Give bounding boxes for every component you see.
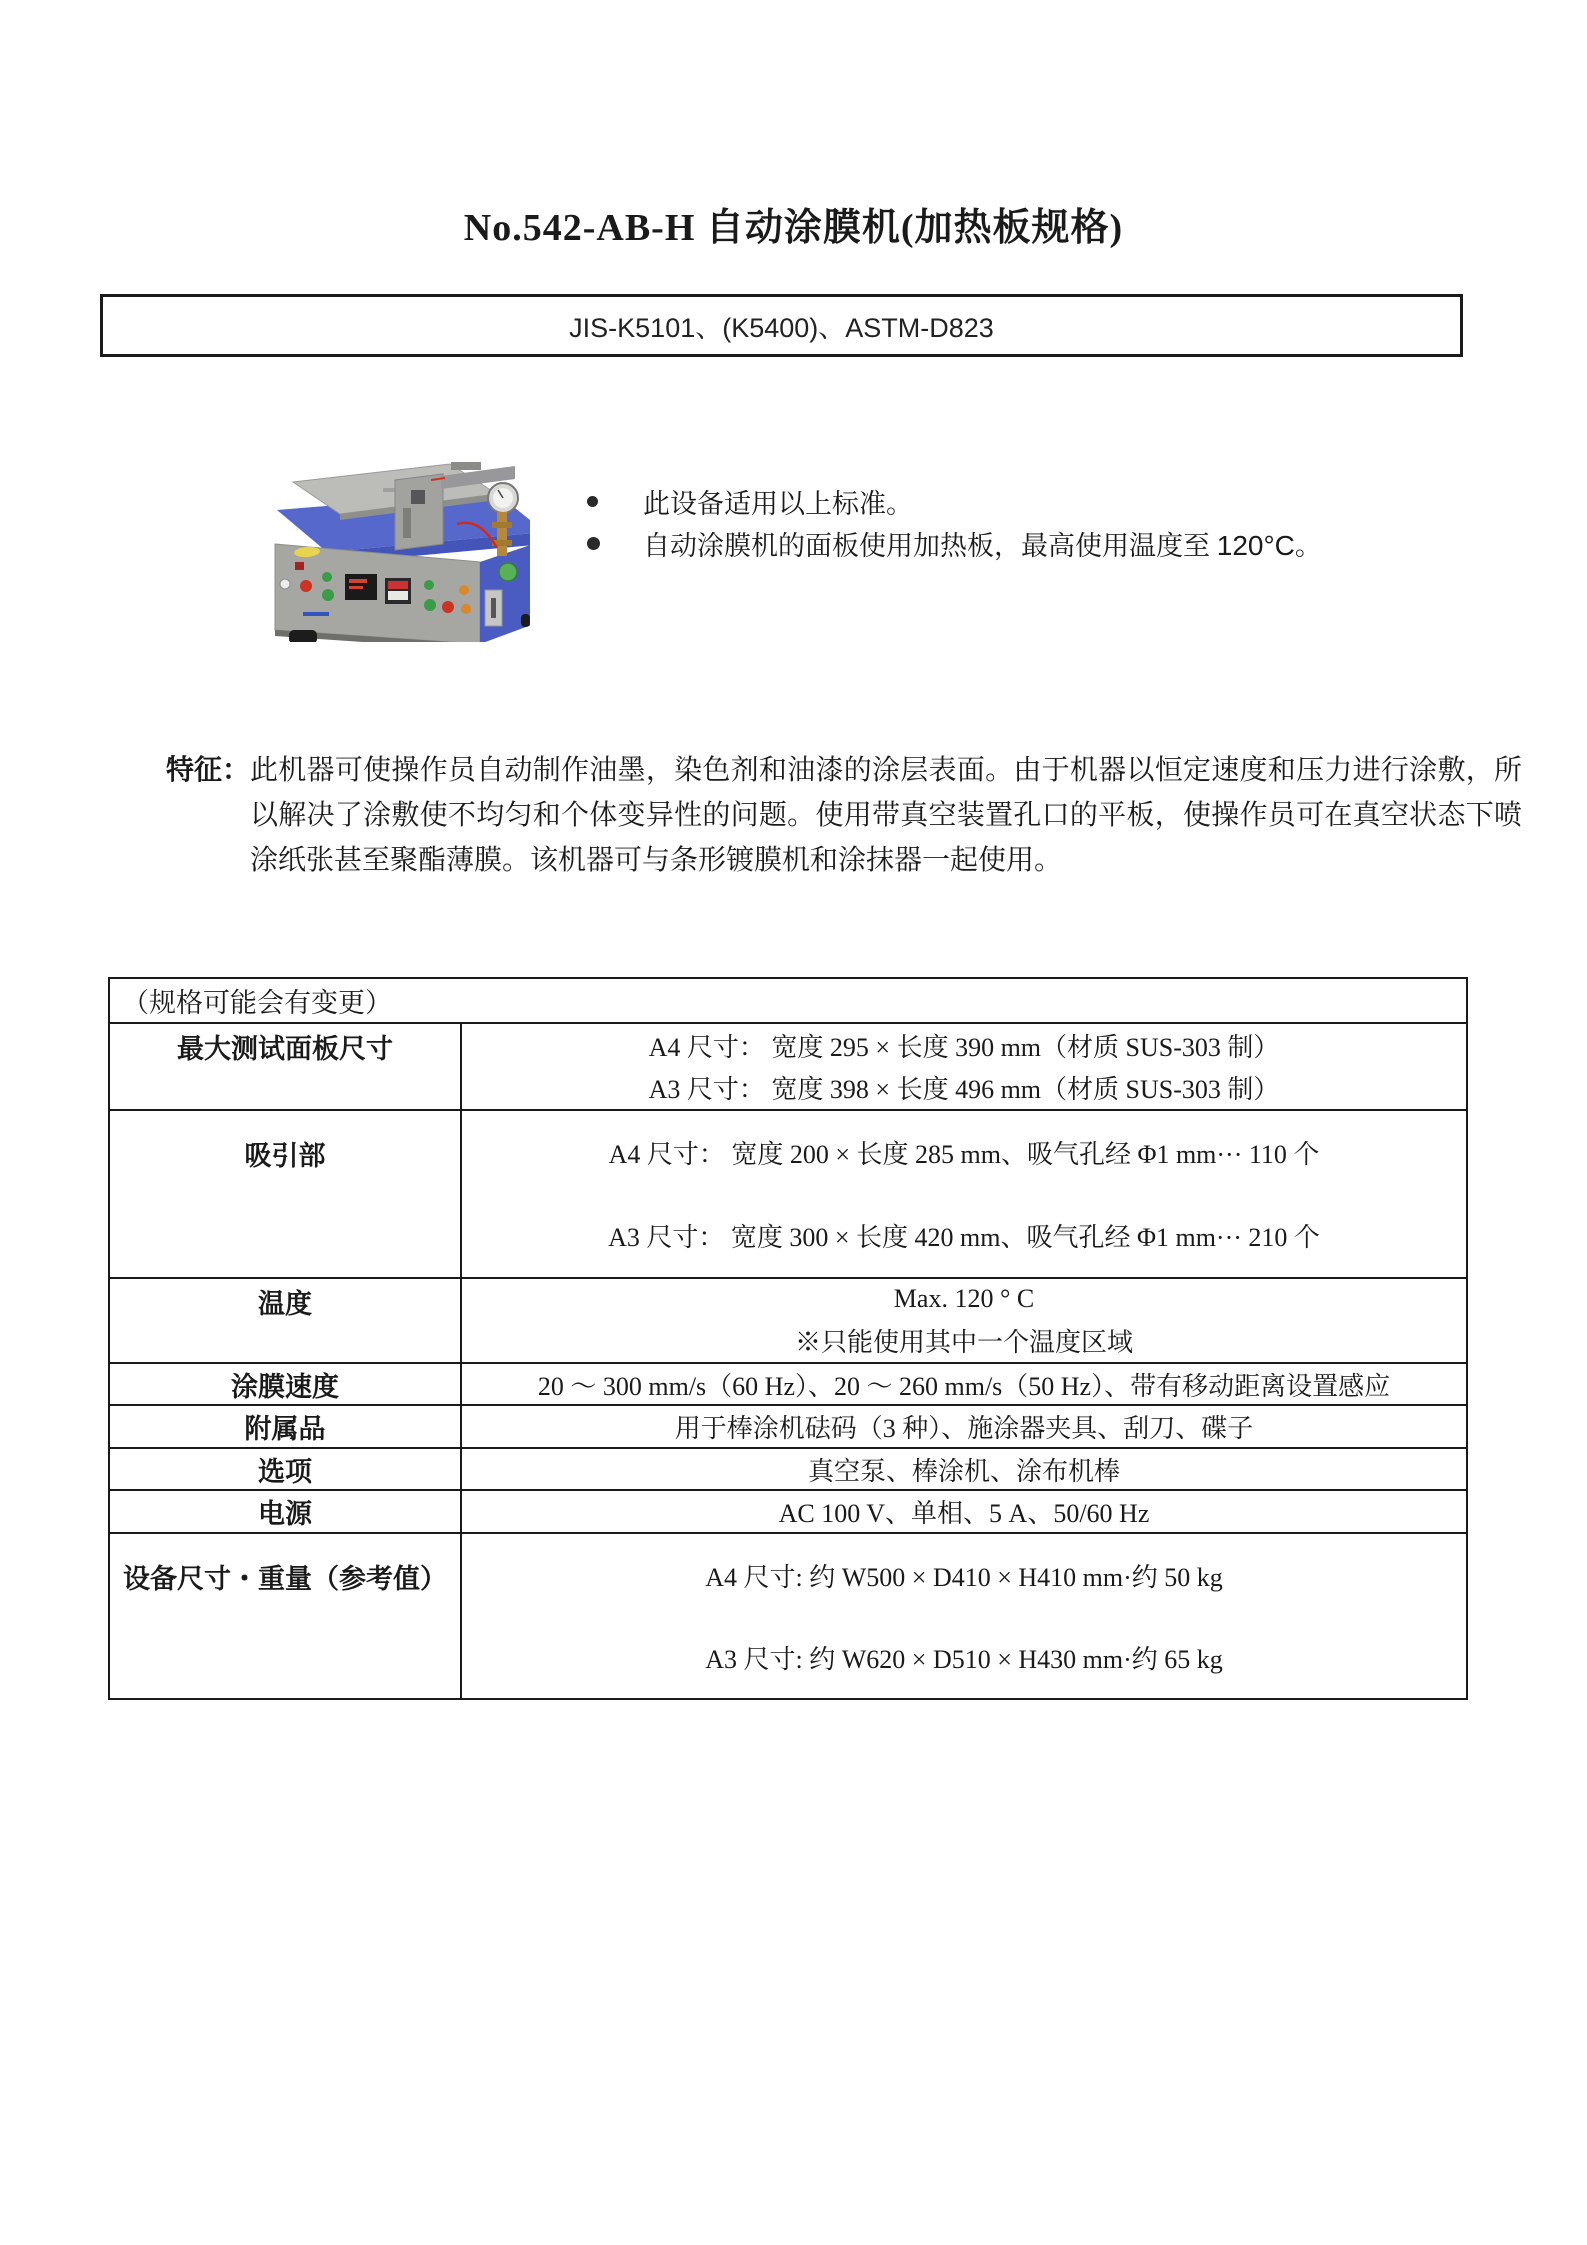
row-label-max-panel-size: 最大测试面板尺寸 <box>110 1024 462 1109</box>
table-row <box>110 1532 1466 1698</box>
page-title: No.542-AB-H 自动涂膜机(加热板规格) <box>463 207 1124 249</box>
list-item <box>587 526 1322 560</box>
table-row <box>110 1447 1466 1489</box>
notes-list <box>587 484 1322 560</box>
row-label-suction-part: 吸引部 <box>110 1111 462 1277</box>
spec-table <box>108 977 1468 1700</box>
table-row <box>110 1489 1466 1532</box>
row-label-dimensions-weight: 设备尺寸・重量（参考值） <box>110 1534 462 1698</box>
table-row <box>110 1109 1466 1277</box>
note-standards-applicable: 此设备适用以上标准。 <box>643 488 913 519</box>
row-value-power: AC 100 V、单相、5 A、50/60 Hz <box>778 1499 1150 1528</box>
spec-table-note: （规格可能会有变更） <box>122 988 392 1018</box>
note-heating-plate-post: 。 <box>1294 530 1322 561</box>
row-value-max-panel-size: A4 尺寸： 宽度 295 × 长度 390 mm（材质 SUS-303 制） A3 尺寸： 宽度 398 × 长度 496 mm（材质 SUS-303 制） <box>648 1032 1280 1105</box>
table-row <box>110 1362 1466 1404</box>
features-section <box>166 748 1522 883</box>
row-value-options: 真空泵、棒涂机、涂布机棒 <box>807 1456 1120 1486</box>
row-label-accessories: 附属品 <box>110 1406 462 1447</box>
features-label: 特征： <box>166 755 251 786</box>
features-paragraph: 此机器可使操作员自动制作油墨，染色剂和油漆的涂层表面。由于机器以恒定速度和压力进行涂敷，所以解决了涂敷使不均匀和个体变异性的问题。使用带真空装置孔口的平板，使操作员可在真空状态下喷涂纸张甚至聚酯薄膜。该机器可与条形镀膜机和涂抹器一起使用。 <box>250 755 1522 876</box>
note-heating-plate-pre: 自动涂膜机的面板使用加热板，最高使用温度至 <box>643 530 1217 561</box>
bullet-icon <box>587 537 600 550</box>
row-value-coating-speed: 20 ～ 300 mm/s（60 Hz）、20 ～ 260 mm/s（50 Hz）、带有移动距离设置感应 <box>537 1371 1391 1401</box>
max-temperature-value: 120°C <box>1216 529 1295 561</box>
table-row <box>110 1022 1466 1109</box>
row-label-coating-speed: 涂膜速度 <box>110 1364 462 1404</box>
row-label-power: 电源 <box>110 1491 462 1532</box>
bullet-icon <box>587 496 598 507</box>
standards-text: JIS-K5101、(K5400)、ASTM-D823 <box>569 313 994 343</box>
row-label-temperature: 温度 <box>110 1279 462 1362</box>
machine-photo <box>245 452 530 642</box>
standards-box <box>100 294 1463 357</box>
row-value-suction-part: A4 尺寸： 宽度 200 × 长度 285 mm、吸气孔经 Φ1 mm··· 110 个 A3 尺寸： 宽度 300 × 长度 420 mm、吸气孔经 Φ1 mm··· 210 个 <box>608 1140 1320 1252</box>
table-row <box>110 1404 1466 1447</box>
row-value-accessories: 用于棒涂机砝码（3 种）、施涂器夹具、刮刀、碟子 <box>674 1414 1254 1443</box>
table-row <box>110 1277 1466 1362</box>
row-label-options: 选项 <box>110 1449 462 1489</box>
note-heating-plate <box>643 524 1322 563</box>
row-value-dimensions-weight: A4 尺寸: 约 W500 × D410 × H410 mm·约 50 kg A3 尺寸: 约 W620 × D510 × H430 mm·约 65 kg <box>705 1562 1223 1674</box>
list-item <box>587 484 1322 518</box>
row-value-temperature: Max. 120 ° C ※只能使用其中一个温度区域 <box>794 1284 1133 1357</box>
